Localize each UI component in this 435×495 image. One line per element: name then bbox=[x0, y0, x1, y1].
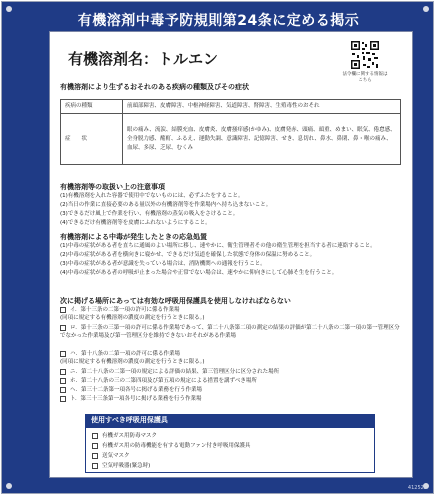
list-item: (4)できるだけ有機溶剤等を皮膚にふれないようにすること。 bbox=[60, 220, 211, 226]
checkbox[interactable] bbox=[60, 307, 66, 313]
workplace-item-ha: ハ．第十八条の二第一項の許可に係る作業場 (同項に規定する有機溶剤の濃度の測定を行うときに限る。) bbox=[60, 351, 205, 365]
list-item: (2)中毒の症状がある者を横向きに寝かせ、できるだけ気道を確保した状態で身体の保温に努めること。 bbox=[60, 252, 316, 258]
symptom-label: 症 状 bbox=[61, 114, 123, 165]
first-aid-list bbox=[60, 242, 405, 278]
protective-gear-heading: 次に掲げる場所にあっては有効な呼吸用保護具を使用しなければならない bbox=[60, 297, 291, 305]
checkbox[interactable] bbox=[92, 433, 98, 439]
list-item: (3)中毒の症状がある者が意識を失っている場合は、消防機関への通報を行うこと。 bbox=[60, 261, 266, 267]
symptom-value: 眼の痛み、流涙、結膜充血、皮膚炎、皮膚掻痒感(かゆみ)、皮膚発赤、頭痛、頭重、めまい、眠気、倦怠感、全身脱力感、酩酊、ふるえ、運動失調、意識障害、記憶障害、せき、息切れ、鼻水、鼻閉、鼻・喉の痛み、血尿、多尿、乏尿、むくみ bbox=[123, 114, 401, 165]
list-item: 空気呼吸器(緊急時) bbox=[92, 461, 150, 469]
sign-title: 有機溶剤中毒予防規則第24条に定める掲示 bbox=[77, 13, 360, 29]
mounting-hole bbox=[6, 483, 12, 489]
list-item: 有機ガス用防毒マスク bbox=[92, 431, 157, 439]
product-code: 412529 bbox=[407, 485, 427, 491]
qr-caption: 法令欄に関する情報はこちら bbox=[342, 72, 388, 83]
workplace-item-he: ヘ．第三十二条第一項各号に掲げる業務を行う作業場 bbox=[60, 386, 405, 394]
handling-list bbox=[60, 192, 405, 228]
first-aid-heading: 有機溶剤による中毒が発生したときの応急処置 bbox=[60, 233, 207, 241]
disease-type-value: 前頭部障害、皮膚障害、中枢神経障害、気道障害、腎障害、生殖毒性のおそれ bbox=[123, 100, 401, 114]
checkbox[interactable] bbox=[92, 463, 98, 469]
substance-name: 有機溶剤名：トルエン bbox=[68, 50, 219, 68]
disease-type-label: 疾病の種類 bbox=[61, 100, 123, 114]
list-item: (1)有機溶剤を入れた容器で使用中でないものには、必ずふたをすること。 bbox=[60, 193, 244, 199]
disease-heading: 有機溶剤により生ずるおそれのある疾病の種類及びその症状 bbox=[60, 83, 249, 91]
table-row bbox=[61, 114, 401, 165]
disease-table bbox=[60, 99, 401, 165]
list-item: (2)当日の作業に直接必要のある量以外の有機溶剤等を作業場内へ持ち込まないこと。 bbox=[60, 202, 272, 208]
checkbox[interactable] bbox=[60, 369, 66, 375]
sign-board bbox=[1, 1, 434, 494]
respirator-heading: 使用すべき呼吸用保護具 bbox=[85, 414, 375, 427]
checkbox[interactable] bbox=[60, 396, 66, 402]
workplace-item-i: イ．第十三条の二第一項の許可に係る作業場 (同項に規定する有機溶剤の濃度の測定を行うときに限る。) bbox=[60, 307, 205, 321]
list-item: 有機ガス用の防毒機能を有する電動ファン付き呼吸用保護具 bbox=[92, 441, 250, 449]
qr-code-icon[interactable] bbox=[350, 40, 380, 70]
table-row bbox=[61, 100, 401, 114]
checkbox[interactable] bbox=[92, 443, 98, 449]
respirator-list bbox=[85, 427, 375, 473]
checkbox[interactable] bbox=[60, 378, 66, 384]
list-item: 送気マスク bbox=[92, 451, 130, 459]
checkbox[interactable] bbox=[60, 351, 66, 357]
workplace-item-ho: ホ．第二十八条の三の二第四項及び第五項の規定による措置を講ずべき場所 bbox=[60, 377, 405, 385]
checkbox[interactable] bbox=[60, 387, 66, 393]
workplace-item-ni: ニ．第二十八条の二第一項の規定による評価の結果、第三管理区分に区分された場所 bbox=[60, 368, 405, 376]
checkbox[interactable] bbox=[60, 325, 66, 331]
handling-heading: 有機溶剤等の取扱い上の注意事項 bbox=[60, 183, 165, 191]
list-item: (1)中毒の症状がある者を直ちに通風のよい場所に移し、速やかに、衛生管理者その他の衛生管理を担当する者に連絡すること。 bbox=[60, 243, 376, 249]
workplace-item-to: ト．第三十三条第一項各号に掲げる業務を行う作業場 bbox=[60, 395, 405, 403]
workplace-item-ro: ロ．第十三条の三第一項の許可に係る作業場であって、第二十八条第二項の測定の結果の評価が第二十八条の二第一項の第一管理区分でなかった作業場及び第一管理区分を維持できないおそれがある作業場 bbox=[60, 325, 400, 339]
list-item: (3)できるだけ風上で作業を行い、有機溶剤の蒸気の吸入をさけること。 bbox=[60, 211, 239, 217]
content-panel bbox=[49, 31, 413, 478]
list-item: (4)中毒の症状がある者の呼吸が止まった場合や正常でない場合は、速やかに仰向きにして心肺そ生を行うこと。 bbox=[60, 270, 338, 276]
checkbox[interactable] bbox=[92, 453, 98, 459]
